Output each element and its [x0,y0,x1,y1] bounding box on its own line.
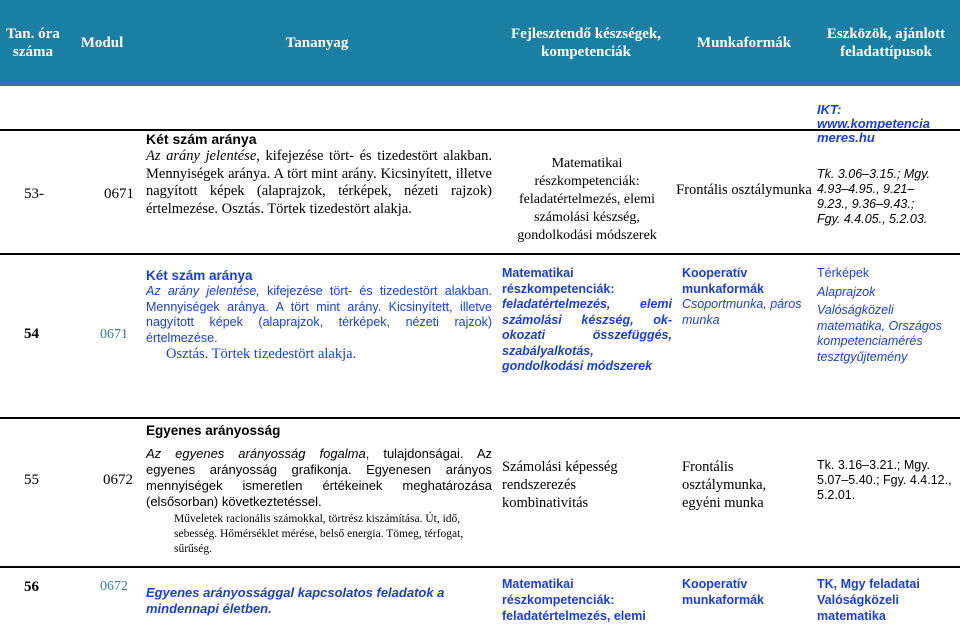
row-55-material-italic: Az egyenes arányosság fogalma [146,446,366,461]
row-55-title: Egyenes arányosság [146,423,281,438]
header-skills: Fejlesztendő készségek, kompetenciák [511,26,661,60]
header-tools: Eszközök, ajánlott feladattípusok [826,26,946,60]
row-53-material-text [146,148,492,218]
row-divider [0,566,960,568]
row-53-title: Két szám aránya [146,131,257,147]
row-55-hour: 55 [24,472,39,488]
row-54-tools-rest: Valóságközeli matematika, Országos kompetenciamérés tesztgyűjtemény [817,303,943,364]
row-54-skills [502,266,672,375]
row-53-material [146,131,492,218]
row-53-module: 0671 [104,186,134,202]
row-54-material-text [146,284,492,346]
row-55-tools: Tk. 3.16–3.21.; Mgy. 5.07–5.40.; Fgy. 4.4.12., 5.2.01. [817,458,952,502]
row-56-tools: TK, Mgy feladatai Valóságközeli matematika [817,577,920,623]
row-53-material-italic: Az arány jelentése, [146,148,260,164]
row-divider [0,253,960,255]
row-54-material-italic: Az arány jelentése, [146,284,260,298]
row-53-tools-refs: Tk. 3.06–3.15.; Mgy. 4.93–4.95., 9.21–9.23., 9.36–9.43.; Fgy. 4.4.05., 5.2.03. [817,167,931,226]
row-54-forms [682,266,808,328]
row-53-forms: Frontális osztálymunka [676,182,812,198]
row-56-module: 0672 [100,579,128,594]
row-53-hour: 53- [24,186,44,202]
row-54-tools [817,266,955,365]
ikt-link[interactable]: www.kompetenciameres.hu [817,116,930,145]
row-55-forms: Frontális osztálymunka, egyéni munka [682,459,767,511]
header-forms: Munkaformák [696,35,792,51]
row-54-skills-lead: Matematikai részkompetenciák: [502,266,615,296]
row-54-forms-lead: Kooperatív munkaformák [682,266,764,296]
row-54-material [146,268,492,363]
row-55-material [146,423,492,557]
row-54-title: Két szám aránya [146,268,253,283]
row-54-forms-rest: Csoportmunka, páros munka [682,297,802,327]
row-54-tools-maps: Térképek [817,266,870,280]
row-54-material-tail: Osztás. Törtek tizedestört alakja. [166,346,357,362]
header-material: Tananyag [285,35,349,51]
row-divider [0,417,960,419]
row-54-material-rest: kifejezése tört- és tizedestört alakban. Mennyiségek aránya. A tört mint arány. Kicsinyített, illetve nagyított képek (alaprajzok, térképek, nézeti rajzok) értelmezése. [146,284,492,345]
row-54-skills-rest: feladatértelmezés, elemi számolási készség, ok-okozati összefüggés, szabályalkotás, gondolkodási módszerek [502,297,672,373]
row-53-tools [817,103,937,227]
row-55-skills: Számolási képesség rendszerezés kombinativitás [502,459,618,511]
header-hour: Tan. óra száma [6,26,60,60]
row-54-hour: 54 [24,326,39,342]
row-55-module: 0672 [103,472,133,488]
row-55-material-rest: , tulajdonságai. Az egyenes arányosság grafikonja. Egyenesen arányos mennyiségek ismeretlen értékeinek meghatározása (elsősorban) következtetéssel. [146,446,492,509]
row-56-material: Egyenes arányossággal kapcsolatos feladatok a mindennapi életben. [146,585,445,616]
row-56-hour: 56 [24,579,39,595]
row-56-skills: Matematikai részkompetenciák: feladatértelmezés, elemi [502,577,646,623]
table-header [0,0,960,86]
row-53-skills: Matematikai részkompetenciák: feladatértelmezés, elemi számolási készség, gondolkodási módszerek [517,156,657,243]
row-55-material-note: Műveletek racionális számokkal, törtrész kiszámítása. Út, idő, sebesség. Hőmérséklet mérése, belső energia. Tömeg, térfogat, sűrűség. [174,513,464,555]
row-54-module: 0671 [100,327,128,342]
row-55-material-text [146,446,492,510]
row-54-tools-plans: Alaprajzok [817,284,876,299]
header-module: Modul [80,35,124,51]
row-56-forms: Kooperatív munkaformák [682,577,764,607]
ikt-label: IKT: [817,102,842,117]
row-53-material-rest: kifejezése tört- és tizedestört alakban. Mennyiségek aránya. A tört mint arány. Kicsinyített, illetve nagyított képek (alaprajzok, térképek, nézeti rajzok) értelmezése. Osztás. Törtek tizedestört alakja. [146,148,492,217]
